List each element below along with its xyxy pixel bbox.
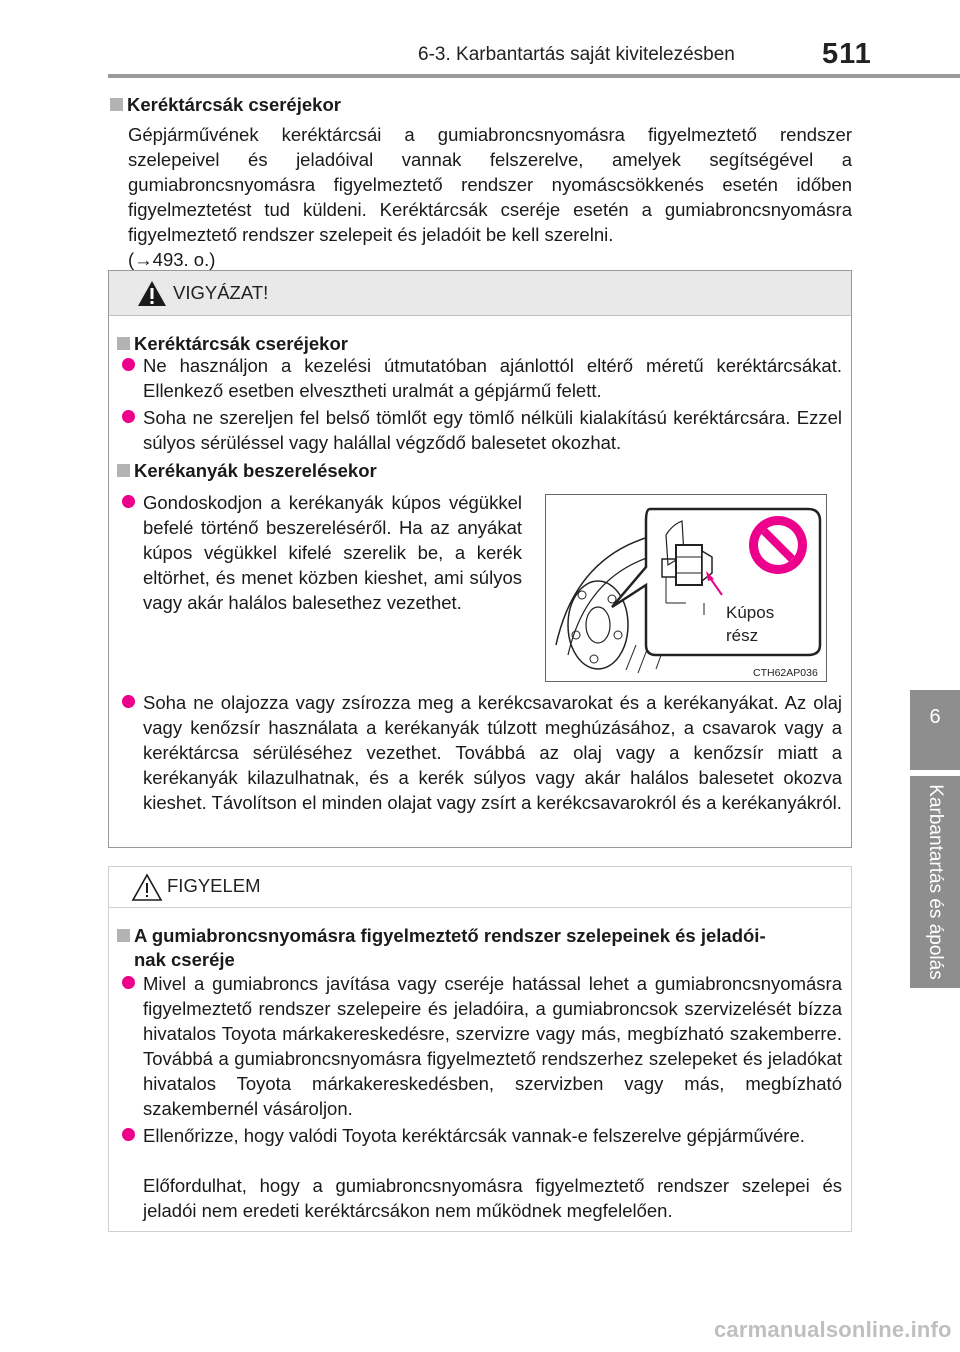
bullet-dot-icon	[122, 358, 135, 371]
page-number: 511	[822, 38, 872, 70]
caution-sub2-heading: Kerékanyák beszerelésekor	[117, 460, 377, 482]
section-ref: (→493. o.)	[128, 249, 216, 270]
bullet-dot-icon	[122, 495, 135, 508]
notice-item-2: Ellenőrizze, hogy valódi Toyota keréktárcsák vannak-e felszerelve gépjárművére.	[122, 1123, 842, 1148]
warning-triangle-icon	[137, 280, 167, 307]
figure-label-line2: rész	[726, 626, 759, 645]
watermark: carmanualsonline.info	[714, 1317, 952, 1342]
section-heading: Keréktárcsák cseréjekor	[110, 94, 341, 116]
notice-title: FIGYELEM	[167, 875, 261, 896]
header-rule	[108, 74, 960, 78]
chapter-label-tab	[910, 776, 960, 988]
notice-sub-heading-2: nak cseréje	[134, 949, 235, 970]
caution-item-2: Soha ne szereljen fel belső tömlőt egy tömlő nélküli kialakítású keréktárcsára. Ezzel súlyos sérüléssel vagy halállal végződő balesetet okozhat.	[122, 405, 842, 455]
notice-header	[109, 867, 851, 908]
square-bullet-icon	[117, 337, 130, 350]
wheel-nut-illustration	[546, 495, 826, 681]
bullet-dot-icon	[122, 410, 135, 423]
bullet-dot-icon	[122, 695, 135, 708]
caution-sub1-heading: Keréktárcsák cseréjekor	[117, 333, 348, 355]
notice-box	[108, 866, 852, 1232]
square-bullet-icon	[110, 98, 123, 111]
bullet-dot-icon	[122, 1128, 135, 1141]
chapter-number: 6	[929, 706, 941, 728]
notice-item-1: Mivel a gumiabroncs javítása vagy cseréje hatással lehet a gumiabroncsnyomásra figyelmeztető rendszer szelepeire és jeladóira, a gumiabroncsok szervizelését bízza hivatalos Toyota márkakereskedésre, szervizre vagy más, megbízható szakemberre. Továbbá a gumiabroncsnyomásra figyelmeztető rendszerhez szelepeket és jeladókat hivatalos Toyota márkakereskedésben, szervizben vagy más, megbízható szakembernél vásároljon.	[122, 971, 842, 1121]
caution-title: VIGYÁZAT!	[173, 282, 269, 303]
chapter-tab	[910, 690, 960, 770]
section-body: Gépjárművének keréktárcsái a gumiabroncsnyomásra figyelmeztető rendszer szelepeivel és jeladóival vannak felszerelve, amelyek segítségével a gumiabroncsnyomásra figyelmeztető rendszer nyomáscsökkenés esetén időben figyelmeztetést tud küldeni. Keréktárcsák cseréje esetén a gumiabroncsnyomásra figyelmeztető rendszer szelepeit és jeladóit be kell szerelni.	[128, 124, 852, 245]
header-title: 6-3. Karbantartás saját kivitelezésben	[418, 44, 735, 65]
caution-item-3: Gondoskodjon a kerékanyák kúpos végükkel befelé történő beszereléséről. Ha az anyákat kúpos végükkel kifelé szerelik be, a kerék eltörhet, és menet közben kieshet, ami súlyos vagy akár halálos balesethez vezethet.	[122, 490, 522, 615]
chapter-label: Karbantartás és ápolás	[925, 784, 946, 980]
notice-extra: Előfordulhat, hogy a gumiabroncsnyomásra figyelmeztető rendszer szelepei és jeladói nem eredeti keréktárcsákon nem működnek megfelelően.	[143, 1175, 842, 1221]
notice-sub-heading-1: A gumiabroncsnyomásra figyelmeztető rendszer szelepeinek és jeladói-	[117, 925, 766, 947]
figure-code: CTH62AP036	[753, 667, 818, 679]
warning-outline-icon	[131, 873, 163, 902]
caution-item-4: Soha ne olajozza vagy zsírozza meg a kerékcsavarokat és a kerékanyákat. Az olaj vagy kenőzsír használata a kerékanyák túlzott meghúzásához, a csavarok vagy a keréktárcsa sérüléséhez vezethet. Továbbá az olaj vagy a kenőzsír miatt a kerékanyák kilazulhatnak, és a kerék súlyos vagy akár halálos balesetet okozva kieshet. Távolítson el minden olajat vagy zsírt a kerékcsavarokról és a kerékanyákról.	[122, 690, 842, 815]
wheel-nut-figure	[545, 494, 827, 682]
caution-item-1: Ne használjon a kezelési útmutatóban ajánlottól eltérő méretű keréktárcsákat. Ellenkező esetben elvesztheti uralmát a gépjármű felett.	[122, 353, 842, 403]
caution-header	[109, 271, 851, 316]
square-bullet-icon	[117, 464, 130, 477]
square-bullet-icon	[117, 929, 130, 942]
bullet-dot-icon	[122, 976, 135, 989]
figure-label-line1: Kúpos	[726, 603, 775, 622]
